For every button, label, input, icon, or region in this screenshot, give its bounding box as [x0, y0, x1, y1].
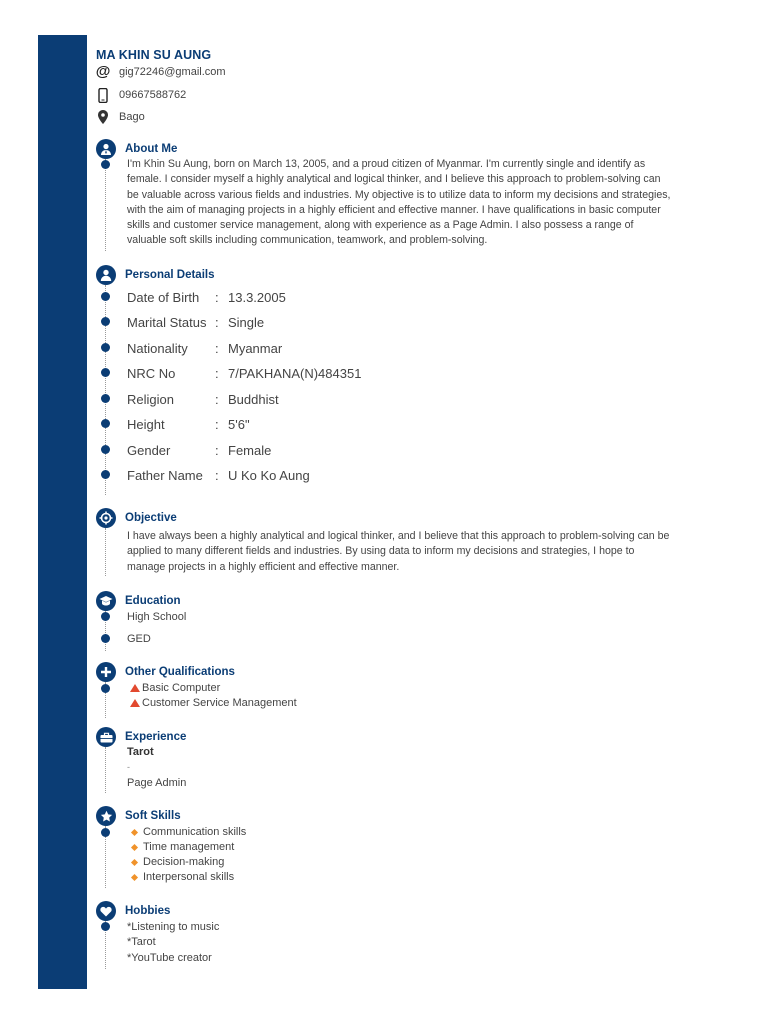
- diamond-bullet-icon: [131, 843, 138, 850]
- timeline-dot: [101, 634, 110, 643]
- qualification-item: [127, 681, 220, 695]
- timeline-dot: [101, 612, 110, 621]
- detail-separator: :: [215, 289, 219, 305]
- hobbies-heading: [96, 901, 170, 921]
- location-contact: [96, 109, 145, 125]
- detail-label: Gender: [127, 442, 171, 458]
- objective-timeline: [105, 528, 106, 576]
- about-line: female. I consider myself a highly analytical and logical thinker, and I believe this approach to problem-solving can: [127, 173, 661, 186]
- detail-value: 5'6": [228, 416, 250, 432]
- at-sign-icon: @: [95, 63, 111, 80]
- education-title: Education: [125, 595, 181, 607]
- detail-value: U Ko Ko Aung: [228, 467, 310, 483]
- experience-role: Page Admin: [127, 777, 187, 789]
- timeline-dot: [101, 317, 110, 326]
- detail-row-gender: [127, 441, 271, 459]
- about-line: skills and customer service management, along with experience as a Page Admin. I also possess a range of: [127, 219, 634, 232]
- detail-label: Nationality: [127, 340, 188, 356]
- diamond-bullet-icon: [131, 873, 138, 880]
- detail-value: 13.3.2005: [228, 289, 286, 305]
- experience-company: Tarot: [127, 746, 154, 758]
- about-me-heading: [96, 139, 177, 159]
- experience-title: Experience: [125, 731, 187, 743]
- detail-label: Height: [127, 416, 165, 432]
- soft-skill-label: Decision-making: [143, 856, 225, 868]
- graduation-cap-icon: [96, 591, 116, 611]
- star-icon: [96, 806, 116, 826]
- timeline-dot: [101, 684, 110, 693]
- about-line: I'm Khin Su Aung, born on March 13, 2005, and a proud citizen of Myanmar. I'm currently single and identify as: [127, 158, 646, 170]
- phone-text: 09667588762: [119, 89, 187, 101]
- timeline-dot: [101, 394, 110, 403]
- detail-label: Religion: [127, 391, 174, 407]
- about-me-text: [127, 157, 725, 249]
- about-timeline: [105, 159, 106, 251]
- detail-row-nrc: [127, 364, 361, 382]
- about-line: valuable soft skills including communication, teamwork, and problem-solving.: [127, 234, 488, 247]
- candidate-name: MA KHIN SU AUNG: [96, 48, 212, 62]
- phone-icon: [96, 88, 110, 103]
- detail-row-marital-status: [127, 313, 264, 331]
- detail-label: Date of Birth: [127, 289, 200, 305]
- education-item: High School: [127, 611, 187, 623]
- detail-separator: :: [215, 314, 219, 330]
- hobbies-title: Hobbies: [125, 905, 171, 917]
- objective-heading: [96, 508, 177, 528]
- about-line: with the aim of managing projects in a highly efficient and effective manner. I have qualifications in basic computer: [127, 203, 661, 216]
- detail-separator: :: [215, 442, 219, 458]
- soft-skill-item: [127, 840, 234, 854]
- education-item: GED: [127, 633, 151, 645]
- soft-skills-title: Soft Skills: [125, 810, 181, 822]
- hobby-item: *YouTube creator: [127, 952, 212, 964]
- timeline-dot: [101, 368, 110, 377]
- soft-skill-label: Communication skills: [143, 826, 247, 838]
- experience-heading: [96, 727, 186, 747]
- detail-label: Father Name: [127, 467, 203, 483]
- detail-row-height: [127, 415, 250, 433]
- soft-skill-label: Time management: [143, 841, 235, 853]
- hobby-item: *Listening to music: [127, 921, 220, 933]
- detail-separator: :: [215, 391, 219, 407]
- person-icon: [96, 265, 116, 285]
- location-pin-icon: [96, 110, 110, 124]
- detail-label: NRC No: [127, 365, 176, 381]
- detail-value: Buddhist: [228, 391, 279, 407]
- detail-value: Myanmar: [228, 340, 283, 356]
- objective-line: manage projects in a highly efficient and effective manner.: [127, 560, 400, 573]
- detail-row-dob: [127, 288, 286, 306]
- soft-skill-item: [127, 870, 234, 884]
- timeline-dot: [101, 419, 110, 428]
- timeline-dot: [101, 828, 110, 837]
- detail-value: Female: [228, 442, 272, 458]
- timeline-dot: [101, 470, 110, 479]
- diamond-bullet-icon: [131, 858, 138, 865]
- personal-details-title: Personal Details: [125, 269, 215, 281]
- sidebar-bar: [38, 35, 87, 989]
- location-text: Bago: [119, 111, 145, 123]
- qualification-label: Basic Computer: [142, 682, 221, 694]
- timeline-dot: [101, 343, 110, 352]
- detail-row-father-name: [127, 466, 310, 484]
- objective-line: applied to many different fields and industries. By using data to inform my decisions and strategies, I hope to: [127, 545, 635, 558]
- soft-skills-heading: [96, 806, 181, 826]
- briefcase-icon: [96, 727, 116, 747]
- timeline-dot: [101, 445, 110, 454]
- detail-value: 7/PAKHANA(N)484351: [228, 365, 362, 381]
- about-me-title: About Me: [125, 143, 178, 155]
- detail-separator: :: [215, 467, 219, 483]
- hobby-item: *Tarot: [127, 936, 156, 948]
- target-icon: [96, 508, 116, 528]
- email-text: gig72246@gmail.com: [119, 66, 226, 78]
- objective-title: Objective: [125, 512, 177, 524]
- heart-icon: [96, 901, 116, 921]
- other-qualifications-heading: [96, 662, 235, 682]
- plus-icon: [96, 662, 116, 682]
- timeline-dot: [101, 292, 110, 301]
- triangle-bullet-icon: [130, 684, 140, 692]
- education-heading: [96, 591, 181, 611]
- about-line: be valuable across various fields and industries. My objective is to utilize data to inform my decisions and strategies,: [127, 188, 671, 201]
- diamond-bullet-icon: [131, 828, 138, 835]
- timeline-dot: [101, 160, 110, 169]
- detail-separator: :: [215, 365, 219, 381]
- experience-dash: -: [127, 762, 130, 772]
- experience-timeline: [105, 747, 106, 793]
- email-contact: [96, 64, 226, 80]
- triangle-bullet-icon: [130, 699, 140, 707]
- person-tie-icon: [96, 139, 116, 159]
- detail-label: Marital Status: [127, 314, 207, 330]
- other-qualifications-title: Other Qualifications: [125, 666, 235, 678]
- phone-contact: [96, 87, 186, 103]
- soft-skill-item: [127, 855, 224, 869]
- objective-line: I have always been a highly analytical and logical thinker, and I believe that this approach to problem-solving can be: [127, 530, 670, 542]
- timeline-dot: [101, 922, 110, 931]
- detail-separator: :: [215, 340, 219, 356]
- qualification-label: Customer Service Management: [142, 697, 297, 709]
- detail-row-religion: [127, 390, 279, 408]
- soft-skill-label: Interpersonal skills: [143, 871, 235, 883]
- qualification-item: [127, 696, 297, 710]
- soft-skill-item: [127, 825, 246, 839]
- detail-separator: :: [215, 416, 219, 432]
- personal-details-heading: [96, 265, 214, 285]
- detail-value: Single: [228, 314, 265, 330]
- objective-text: [127, 529, 725, 575]
- detail-row-nationality: [127, 339, 282, 357]
